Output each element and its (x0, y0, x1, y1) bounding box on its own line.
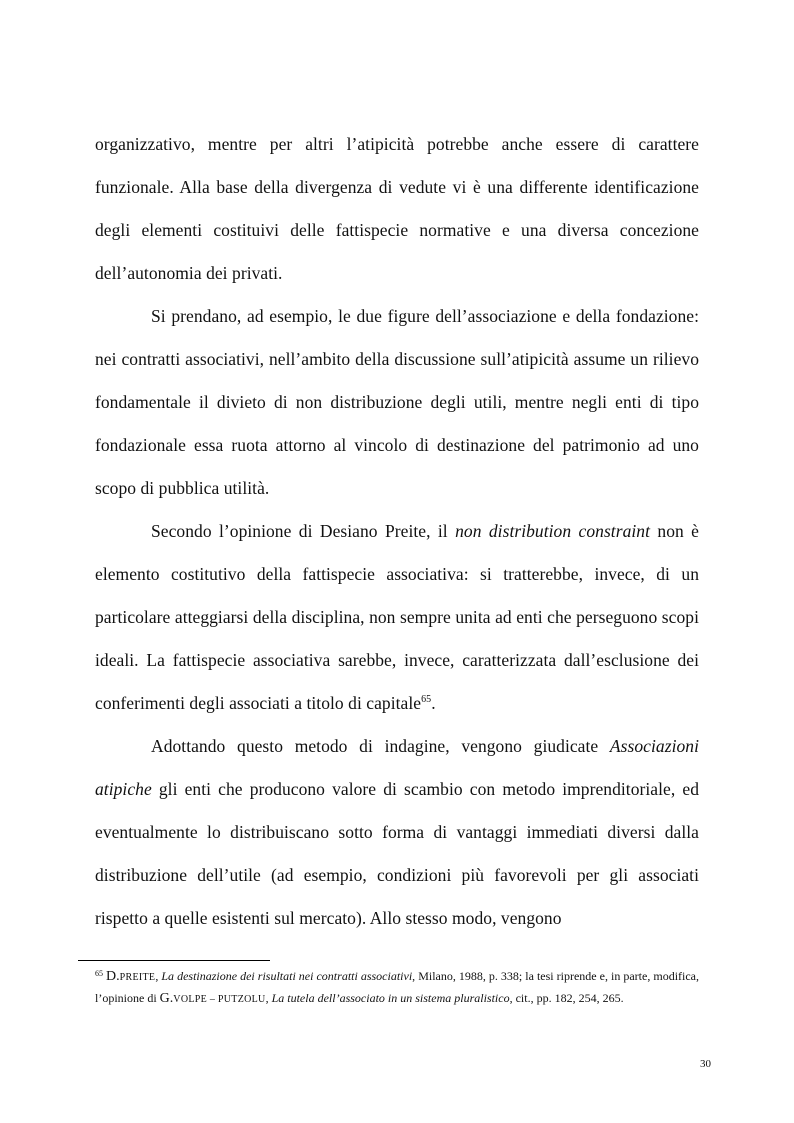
footnote-reference: 65 (421, 694, 432, 705)
footnote-author1-surname: PREITE (119, 972, 156, 983)
page-number: 30 (700, 1058, 711, 1070)
footnote-end: , cit., pp. 182, 254, 265. (509, 991, 624, 1005)
paragraph-4-italic: Associazioni atipiche (95, 736, 699, 799)
paragraph-4-text-a: Adottando questo metodo di indagine, vengono giudicate (151, 736, 610, 756)
paragraph-3-text-b: non è elemento costitutivo della fattispecie associativa: si tratterebbe, invece, di un particolare atteggiarsi della disciplina, non sempre unita ad enti che perseguono scopi ideali. La fattispecie associativa sarebbe, invece, caratterizzata dall’esclusione dei conferimenti degli associati a titolo di capitale (95, 521, 699, 713)
footnote-mid: , Milano, 1988, p. 338; la tesi riprende e, in parte, modifica, l’opinione di (95, 969, 700, 1005)
footnote-number: 65 (95, 969, 103, 978)
footnote-sep2: , (265, 991, 272, 1005)
footnote (95, 966, 699, 1010)
footnote-author1-initial: D. (106, 969, 120, 984)
footnote-separator (78, 960, 270, 961)
footnote-sep1: , (155, 969, 162, 983)
paragraph-3-italic: non distribution constraint (455, 521, 651, 541)
page-body (95, 123, 699, 940)
footnote-author2-surname: VOLPE – PUTZOLU (173, 994, 266, 1005)
paragraph-4-text-b: gli enti che producono valore di scambio con metodo imprenditoriale, ed eventualmente lo distribuiscano sotto forma di vantaggi immediati diversi dalla distribuzione dell’utile (ad esempio, condizioni più favorevoli per gli associati rispetto a quelle esistenti sul mercato). Allo stesso modo, vengono (95, 779, 699, 928)
paragraph-2: Si prendano, ad esempio, le due figure dell’associazione e della fondazione: nei contratti associativi, nell’ambito della discussione sull’atipicità assume un rilievo fondamentale il divieto di non distribuzione degli utili, mentre negli enti di tipo fondazionale essa ruota attorno al vincolo di destinazione del patrimonio ad uno scopo di pubblica utilità. (95, 306, 699, 498)
paragraph-3-text-a: Secondo l’opinione di Desiano Preite, il (151, 521, 456, 541)
paragraph-3 (95, 510, 699, 725)
paragraph-1: organizzativo, mentre per altri l’atipicità potrebbe anche essere di carattere funzionale. Alla base della divergenza di vedute vi è una differente identificazione degli elementi costituivi delle fattispecie normative e una diversa concezione dell’autonomia dei privati. (95, 134, 699, 283)
footnote-author2-initial: G. (159, 991, 174, 1006)
footnote-title2: La tutela dell’associato in un sistema pluralistico (271, 991, 510, 1005)
paragraph-4 (95, 725, 699, 940)
paragraph-3-text-c: . (431, 693, 436, 713)
footnote-title1: La destinazione dei risultati nei contratti associativi (161, 969, 413, 983)
